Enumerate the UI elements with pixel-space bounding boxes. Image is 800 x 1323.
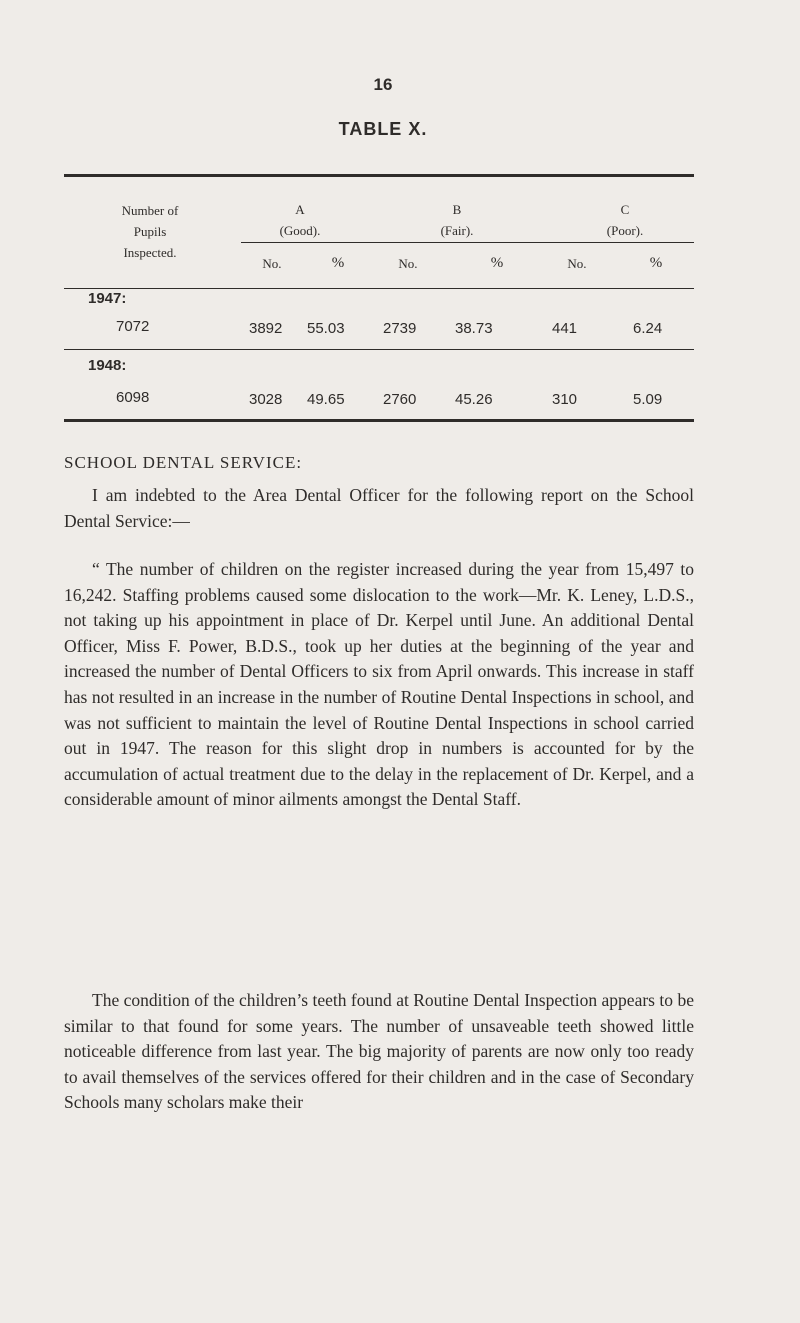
cell-1948-a-no: 3028 [249, 391, 283, 408]
subheader-b-no: No. [398, 256, 418, 271]
header-left-line-1: Number of [121, 203, 179, 218]
header-left-line-3: Inspected. [123, 245, 177, 260]
cell-1947-a-no: 3892 [249, 320, 283, 337]
cell-1947-a-pct: 55.03 [307, 320, 345, 337]
cell-1948-c-no: 310 [552, 391, 578, 408]
subheader-rule [64, 288, 694, 289]
table-top-rule [64, 174, 694, 177]
group-a-letter: A [295, 202, 305, 217]
row-year-1948: 1948: [88, 357, 127, 374]
group-c-label: (Poor). [606, 223, 644, 238]
cell-1948-pupils: 6098 [116, 389, 150, 406]
cell-1948-a-pct: 49.65 [307, 391, 345, 408]
subheader-c-no: No. [567, 256, 587, 271]
group-b-label: (Fair). [440, 223, 474, 238]
cell-1948-b-pct: 45.26 [455, 391, 493, 408]
subheader-a-no: No. [262, 256, 282, 271]
cell-1947-pupils: 7072 [116, 318, 150, 335]
header-group-b [402, 199, 512, 241]
header-group-a [245, 199, 355, 241]
cell-1947-b-no: 2739 [383, 320, 417, 337]
page-number: 16 [373, 75, 393, 94]
group-a-label: (Good). [279, 223, 321, 238]
subheader-c-pct: % [649, 255, 663, 271]
group-b-letter: B [452, 202, 462, 217]
intro-paragraph: I am indebted to the Area Dental Officer for the following report on the School Dental Service:— [64, 485, 694, 531]
table-bottom-rule [64, 419, 694, 422]
table-title: TABLE X. [338, 119, 428, 139]
group-c-letter: C [620, 202, 630, 217]
row-year-1947: 1947: [88, 290, 127, 307]
cell-1947-b-pct: 38.73 [455, 320, 493, 337]
subheader-b-pct: % [490, 255, 504, 271]
report-paragraph-2: The condition of the children’s teeth found at Routine Dental Inspection appears to be similar to that found for some years. The number of unsaveable teeth showed little noticeable difference from last year. The big majority of parents are now only too ready to avail themselves of the services offered for their children and in the case of Secondary Schools many scholars make their [64, 990, 694, 1113]
header-divider-rule [241, 242, 694, 243]
cell-1948-c-pct: 5.09 [633, 391, 663, 408]
cell-1947-c-pct: 6.24 [633, 320, 663, 337]
subheader-a-pct: % [331, 255, 345, 271]
cell-1948-b-no: 2760 [383, 391, 417, 408]
header-group-c [570, 199, 680, 241]
cell-1947-c-no: 441 [552, 320, 578, 337]
section-heading: SCHOOL DENTAL SERVICE: [64, 453, 303, 472]
header-pupils-inspected [70, 200, 230, 263]
row-divider-rule [64, 349, 694, 350]
report-paragraph-1: “ The number of children on the register increased during the year from 15,497 to 16,242. Staffing problems caused some dislocation to the work—Mr. K. Leney, L.D.S., not taking up his appointment in place of Dr. Kerpel until June. An additional Dental Officer, Miss F. Power, B.D.S., took up her duties at the beginning of the year and increased the number of Dental Officers to six from April onwards. This increase in staff has not resulted in an increase in the number of Routine Dental Inspections in school, and was not sufficient to maintain the level of Routine Dental Inspections in school carried out in 1947. The reason for this slight drop in numbers is accounted for by the accumulation of actual treatment due to the delay in the replacement of Dr. Kerpel, and a considerable amount of minor ailments amongst the Dental Staff. [64, 559, 694, 810]
header-left-line-2: Pupils [133, 224, 167, 239]
